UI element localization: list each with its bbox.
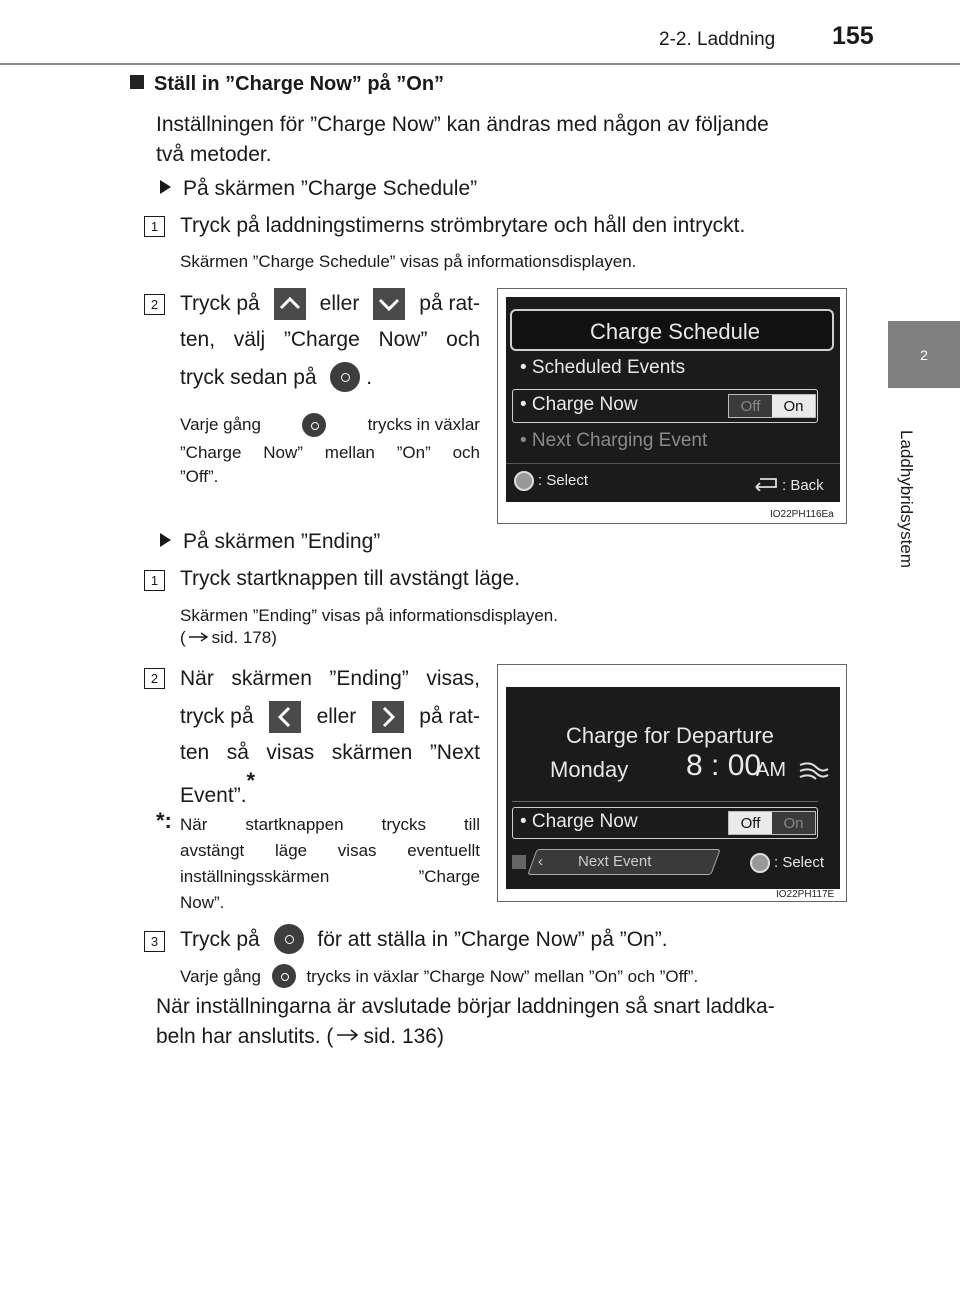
step-a2-note-3: ”Off”. [180,467,219,486]
status-square-icon [512,855,526,869]
heading-bullet-icon [130,75,144,89]
hint-back: : Back [782,477,824,494]
step-b2-line-2 [180,700,480,734]
step-a2-text-a: Tryck på [180,292,260,315]
closing-line-1: När inställningarna är avslutade börjar laddningen så snart laddka- [156,995,775,1018]
method-b-title-text: På skärmen ”Ending” [183,530,381,553]
reference-arrow-icon [189,632,209,642]
step-b2-line-3: ten så visas skärmen ”Next [180,741,480,764]
next-event-chevron-icon: ‹ [538,853,543,870]
footnote-line-1: När startknappen trycks till [180,815,480,834]
step-a2-text-d: tryck sedan på [180,366,317,389]
charge-now-toggle [728,811,816,835]
ok-button-icon [272,964,296,988]
menu-item-charge-now: • Charge Now [520,394,638,415]
closing-line-2 [156,1020,444,1054]
step-a2-text-b: eller [319,292,360,315]
header-rule [0,63,960,65]
chapter-tab [888,321,960,388]
step-b1-note-2: ( sid. 178) [180,628,277,647]
arrow-right-icon [372,701,404,733]
step-a2-note-2: ”Charge Now” mellan ”On” och [180,443,480,462]
step-b2-text-a: tryck på [180,705,254,728]
step-b2-line-1: När skärmen ”Ending” visas, [180,667,480,690]
step-b3-line [180,923,668,957]
step-b2-line-4 [180,770,255,813]
figure-id: IO22PH117E [776,889,835,900]
step-a2-note-b: trycks in växlar [367,415,480,434]
toggle-on: On [772,395,815,417]
method-b-title [160,525,380,559]
step-a2-line-2: ten, välj ”Charge Now” och [180,328,480,351]
method-a-title-text: På skärmen ”Charge Schedule” [183,177,478,200]
step-b2-text-d: Event”. [180,784,247,807]
section-title: 2-2. Laddning [659,29,776,50]
step-b3-note-a: Varje gång [180,967,261,986]
hint-select: : Select [538,472,589,489]
step-b1-text: Tryck startknappen till avstängt läge. [180,567,521,590]
step-a2-line-1 [180,287,480,321]
chapter-number: 2 [920,346,928,363]
footnote-marker: * [246,768,256,793]
departure-ampm: AM [756,759,786,781]
triangle-bullet-icon [160,533,171,547]
section-heading [130,73,444,96]
step-b3-note-b: trycks in växlar ”Charge Now” mellan ”On” och ”Off”. [306,967,699,986]
charge-departure-figure [497,664,847,902]
step-a2-text-e: . [366,366,373,389]
closing-text: beln har anslutits. ( [156,1025,334,1048]
step-number: 1 [144,570,165,591]
reference-arrow-icon [337,1029,359,1041]
footnote-mark: *: [156,808,172,833]
hint-select: : Select [774,854,825,871]
departure-day: Monday [550,757,629,782]
toggle-off: Off [729,395,772,417]
figure-id: IO22PH116Ea [770,509,834,520]
climate-fan-icon [796,759,830,783]
toggle-off: Off [729,812,772,834]
step-number: 2 [144,668,165,689]
ok-button-icon [330,362,360,392]
step-number: 3 [144,931,165,952]
step-b3-text-a: Tryck på [180,928,260,951]
screen-divider [506,463,840,464]
step-b1-ref: sid. 178) [211,628,277,647]
menu-item-charge-now: • Charge Now [520,811,638,832]
arrow-down-icon [373,288,405,320]
toggle-on: On [772,812,815,834]
step-b3-text-b: för att ställa in ”Charge Now” på ”On”. [317,928,668,951]
next-event-label: Next Event [578,853,652,870]
charge-schedule-figure [497,288,847,524]
step-number: 1 [144,216,165,237]
select-knob-icon [750,853,770,873]
intro-line-1: Inställningen för ”Charge Now” kan ändras med någon av följande [156,113,769,136]
footnote-line-3: inställningsskärmen ”Charge [180,867,480,886]
back-arrow-icon [754,475,780,491]
step-a2-note-1 [180,413,480,437]
page-number: 155 [832,22,874,50]
step-b2-text-c: på rat- [419,705,480,728]
step-b1-note-1: Skärmen ”Ending” visas på informationsdisplayen. [180,606,558,625]
step-a2-line-3 [180,361,372,395]
step-a1-text: Tryck på laddningstimerns strömbrytare och håll den intryckt. [180,214,746,237]
closing-ref: sid. 136) [363,1025,444,1048]
ok-button-icon [302,413,326,437]
menu-item-next-charging-event: • Next Charging Event [520,430,708,451]
departure-title: Charge for Departure [566,723,774,748]
menu-item-scheduled-events: • Scheduled Events [520,357,686,378]
step-b3-note [180,964,698,988]
footnote-line-4: Now”. [180,893,225,912]
ok-button-icon [274,924,304,954]
intro-line-2: två metoder. [156,143,272,166]
departure-time: 8 : 00 [686,749,762,782]
method-a-title [160,172,477,206]
display-screen [506,687,840,889]
select-knob-icon [514,471,534,491]
screen-divider [512,801,818,802]
display-screen [506,297,840,502]
step-a2-note-a: Varje gång [180,415,261,434]
footnote-line-2: avstängt läge visas eventuellt [180,841,480,860]
charge-now-toggle [728,394,816,418]
triangle-bullet-icon [160,180,171,194]
step-b2-text-b: eller [316,705,357,728]
step-a2-text-c: på rat- [419,292,480,315]
arrow-left-icon [269,701,301,733]
step-number: 2 [144,294,165,315]
heading-text: Ställ in ”Charge Now” på ”On” [154,73,445,95]
arrow-up-icon [274,288,306,320]
chapter-label-text: Laddhybridsystem [897,430,916,568]
screen-title: Charge Schedule [590,319,761,344]
step-a1-note: Skärmen ”Charge Schedule” visas på informationsdisplayen. [180,252,637,271]
